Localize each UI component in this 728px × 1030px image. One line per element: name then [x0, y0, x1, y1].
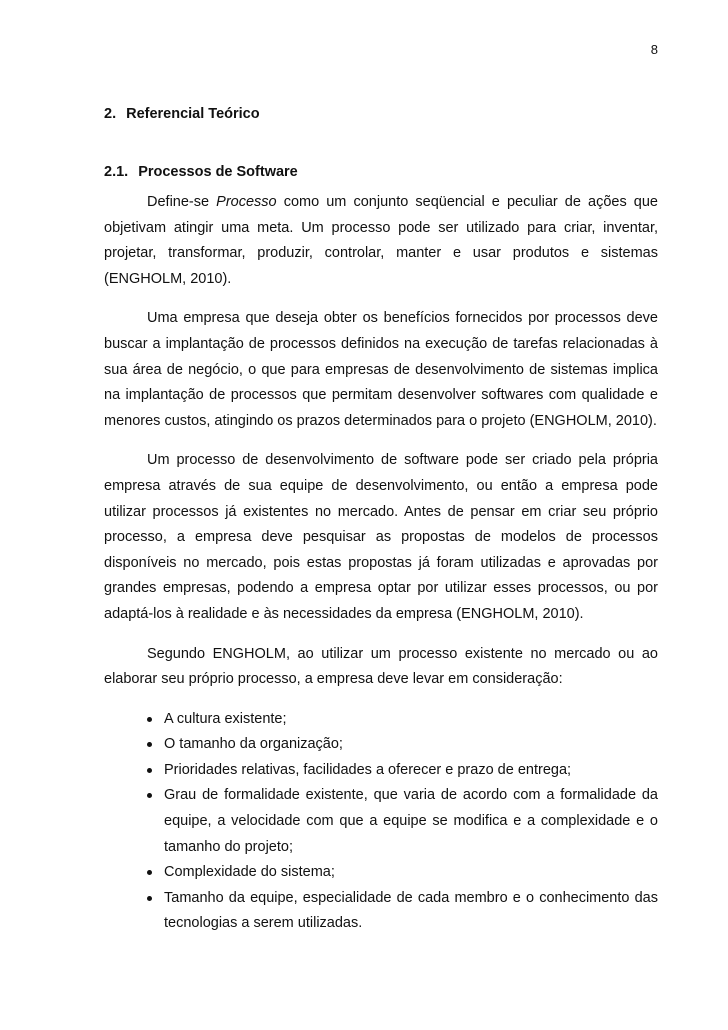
paragraph-1-emphasis: Processo — [216, 194, 277, 210]
paragraph-3: Um processo de desenvolvimento de software pode ser criado pela própria empresa através de sua equipe de desenvolvimento, ou então a empresa pode utilizar processos já existentes no mercado. Antes de pensar em criar seu próprio processo, a empresa deve pesquisar as propostas de modelos de processos disponíveis no mercado, pois estas propostas já foram utilizadas e aprovadas por grandes empresas, podendo a empresa optar por utilizar esses processos, ou por adaptá-los à realidade e às necessidades da empresa (ENGHOLM, 2010). — [104, 452, 658, 622]
list-item: A cultura existente; — [144, 707, 658, 733]
paragraph-2: Uma empresa que deseja obter os benefícios fornecidos por processos deve buscar a implantação de processos definidos na execução de tarefas relacionadas à sua área de negócio, o que para empresas de desenvolvimento de sistemas implica na implantação de processos que permitam desenvolver softwares com qualidade e menores custos, atingindo os prazos determinados para o projeto (ENGHOLM, 2010). — [104, 310, 658, 429]
considerations-list — [104, 707, 658, 937]
paragraph-1-start: Define-se — [147, 194, 217, 210]
paragraph-4: Segundo ENGHOLM, ao utilizar um processo existente no mercado ou ao elaborar seu próprio processo, a empresa deve levar em consideração: — [104, 645, 658, 688]
paragraph-1-rest: como um conjunto seqüencial e peculiar de ações que objetivam atingir uma meta. Um processo pode ser utilizado para criar, inventar, projetar, transformar, produzir, controlar, manter e usar produtos e sistemas (ENGHOLM, 2010). — [104, 194, 658, 287]
subsection-number: 2.1. — [104, 164, 129, 180]
section-title: Referencial Teórico — [126, 106, 260, 122]
subsection-title: Processos de Software — [138, 164, 298, 180]
subsection-heading — [104, 164, 658, 180]
document-body — [104, 106, 658, 937]
section-number: 2. — [104, 106, 117, 122]
list-item: Tamanho da equipe, especialidade de cada membro e o conhecimento das tecnologias a serem utilizadas. — [144, 886, 658, 937]
page-number: 8 — [650, 42, 658, 57]
list-item: Prioridades relativas, facilidades a oferecer e prazo de entrega; — [144, 758, 658, 784]
list-item: Grau de formalidade existente, que varia de acordo com a formalidade da equipe, a velocidade com que a equipe se modifica e a complexidade e o tamanho do projeto; — [144, 783, 658, 860]
list-item: O tamanho da organização; — [144, 732, 658, 758]
list-item: Complexidade do sistema; — [144, 860, 658, 886]
paragraph-1 — [104, 190, 658, 292]
section-heading — [104, 106, 658, 122]
